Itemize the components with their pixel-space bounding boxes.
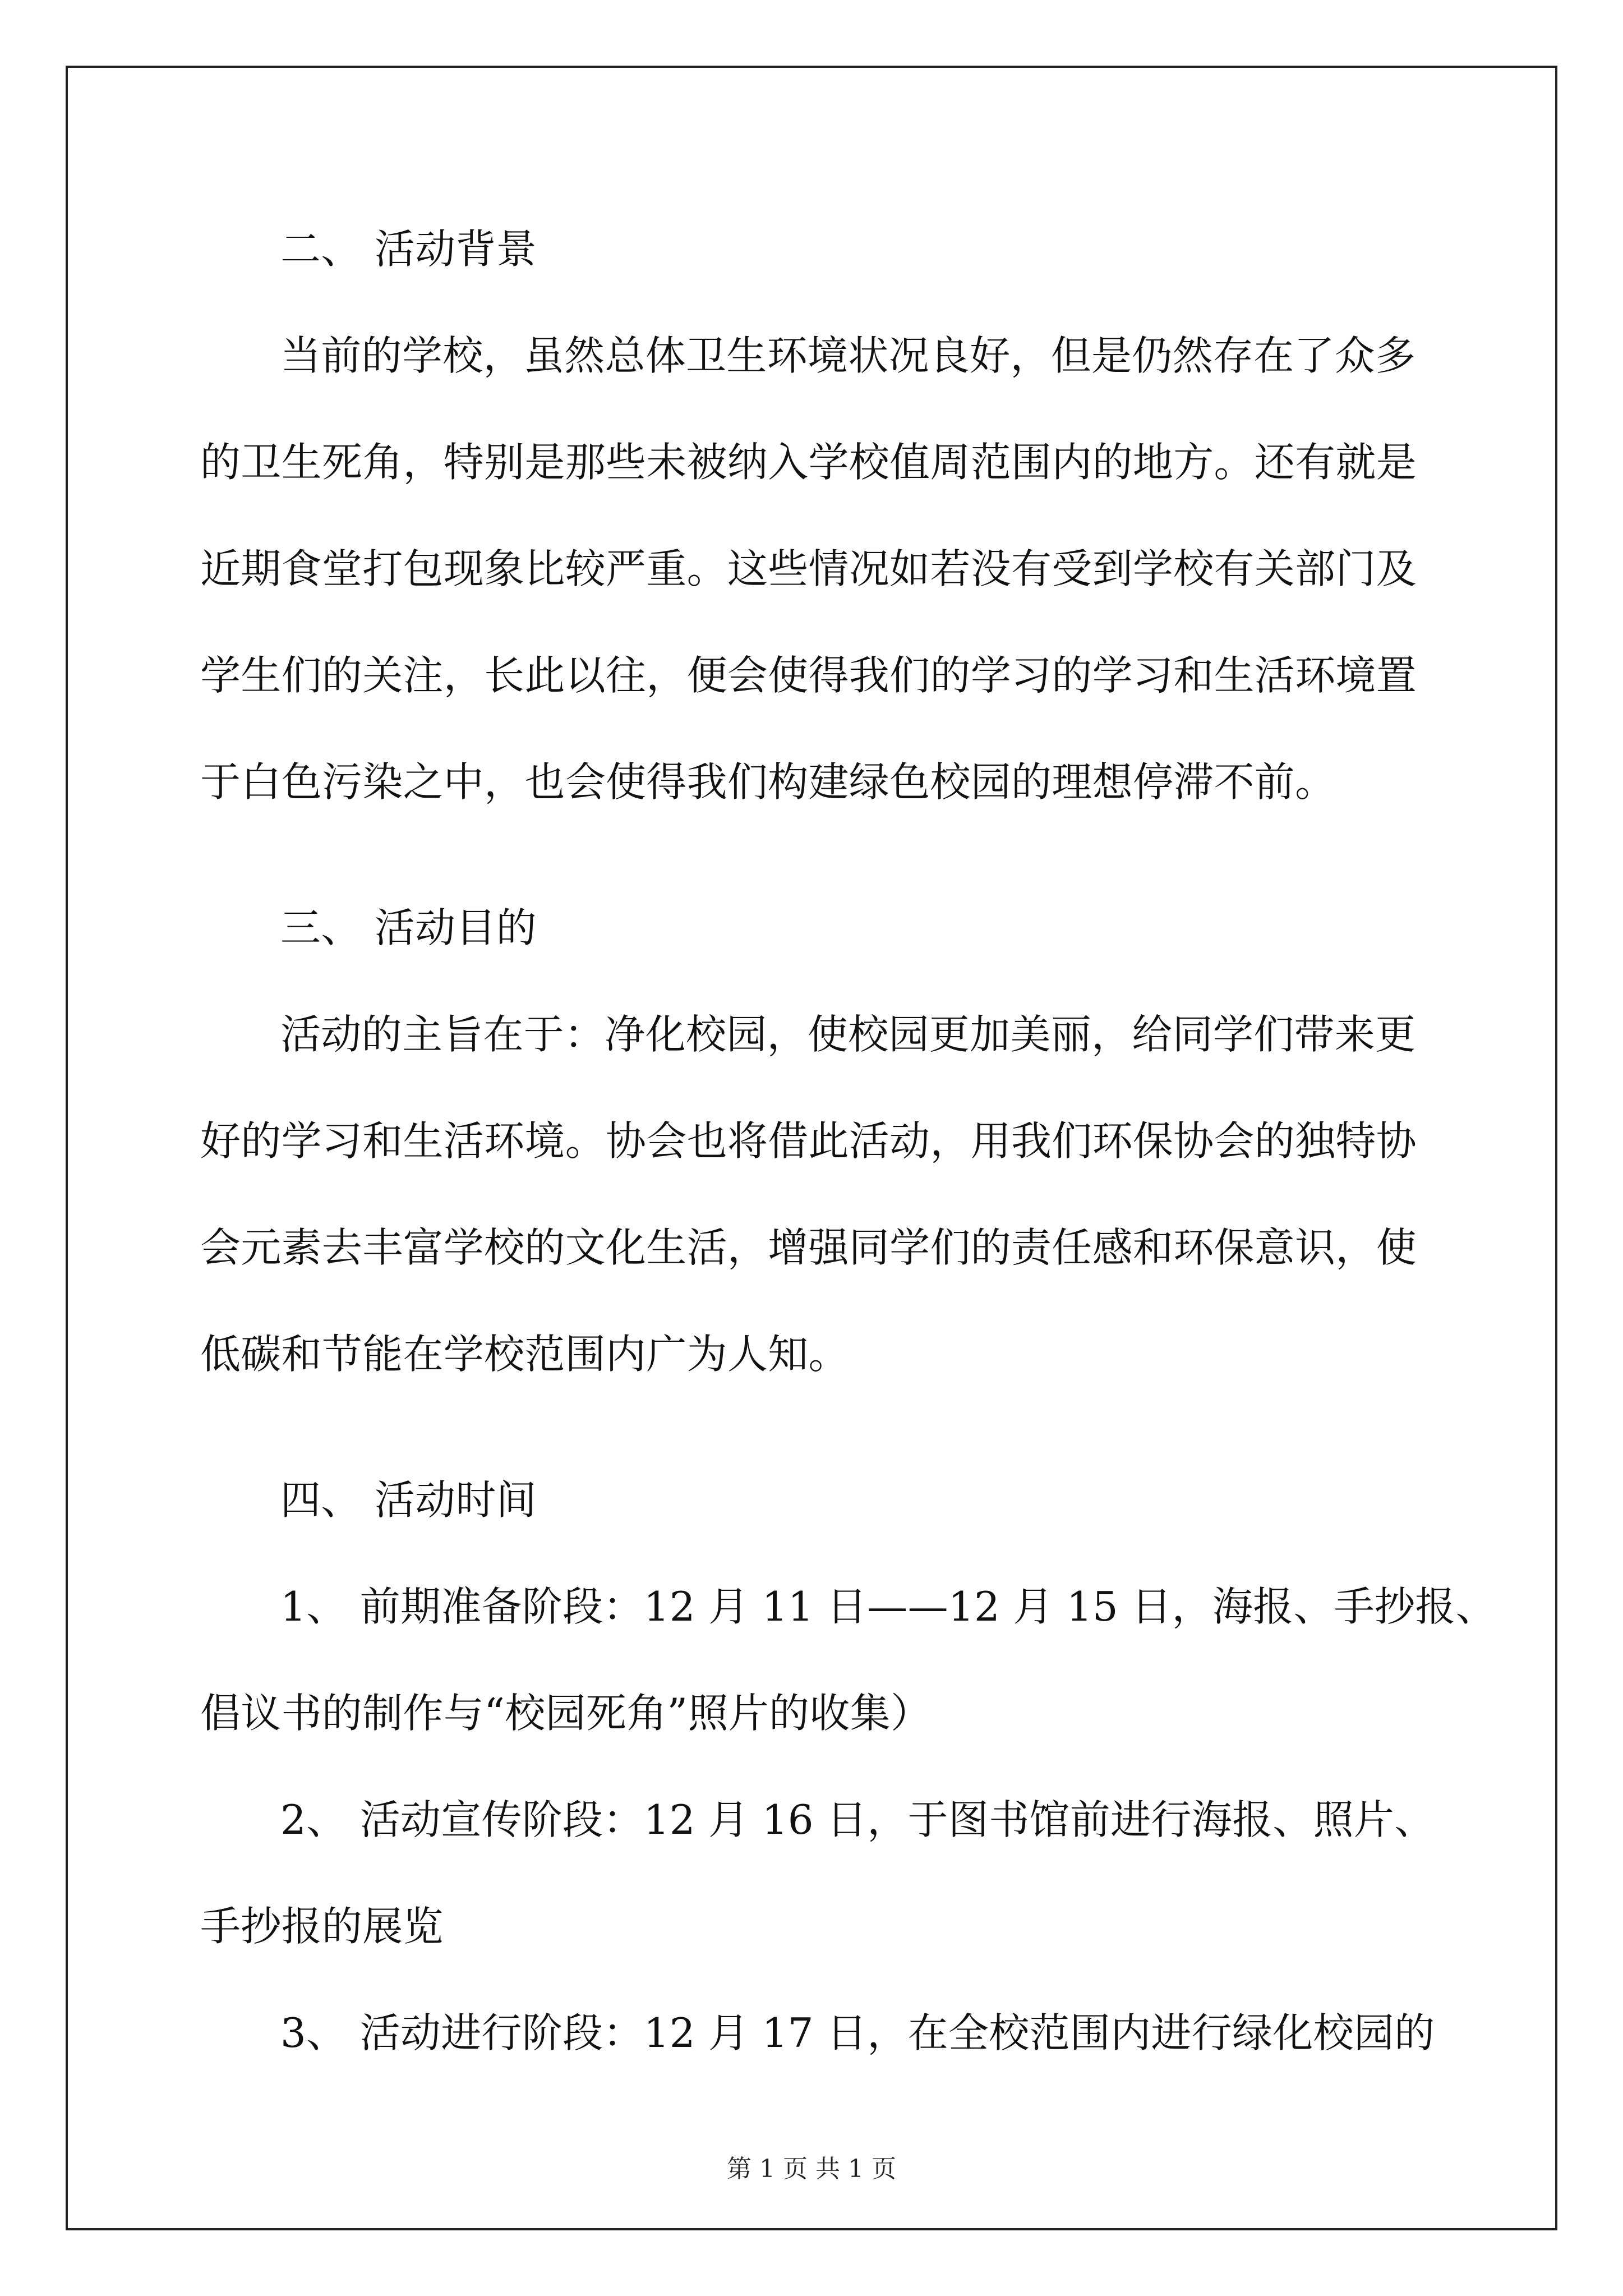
paragraph-line: 近期食堂打包现象比较严重。这些情况如若没有受到学校有关部门及 [200,545,1417,592]
list-item-continuation: 倡议书的制作与“校园死角”照片的收集） [200,1690,932,1737]
paragraph-line: 学生们的关注，长此以往，便会使得我们的学习的学习和生活环境置 [200,652,1417,699]
list-item: 1、 前期准备阶段：12 月 11 日——12 月 15 日，海报、手抄报、 [280,1583,1496,1630]
paragraph-line: 的卫生死角，特别是那些未被纳入学校值周范围内的地方。还有就是 [200,439,1417,486]
paragraph-line: 于白色污染之中，也会使得我们构建绿色校园的理想停滞不前。 [200,758,1336,806]
paragraph-line: 好的学习和生活环境。协会也将借此活动，用我们环保协会的独特协 [200,1117,1417,1165]
paragraph-line: 当前的学校，虽然总体卫生环境状况良好，但是仍然存在了众多 [280,332,1416,379]
page-number-footer: 第 1 页 共 1 页 [727,2155,896,2183]
section-heading-background: 二、 活动背景 [280,226,537,273]
section-heading-time: 四、 活动时间 [280,1476,537,1524]
paragraph-line: 低碳和节能在学校范围内广为人知。 [200,1331,849,1378]
list-item: 2、 活动宣传阶段：12 月 16 日，于图书馆前进行海报、照片、 [280,1796,1435,1843]
section-heading-purpose: 三、 活动目的 [280,904,537,951]
list-item-continuation: 手抄报的展览 [200,1903,444,1950]
list-item: 3、 活动进行阶段：12 月 17 日，在全校范围内进行绿化校园的 [280,2009,1435,2056]
paragraph-line: 会元素去丰富学校的文化生活，增强同学们的责任感和环保意识，使 [200,1224,1417,1271]
paragraph-line: 活动的主旨在于：净化校园，使校园更加美丽，给同学们带来更 [280,1011,1416,1058]
